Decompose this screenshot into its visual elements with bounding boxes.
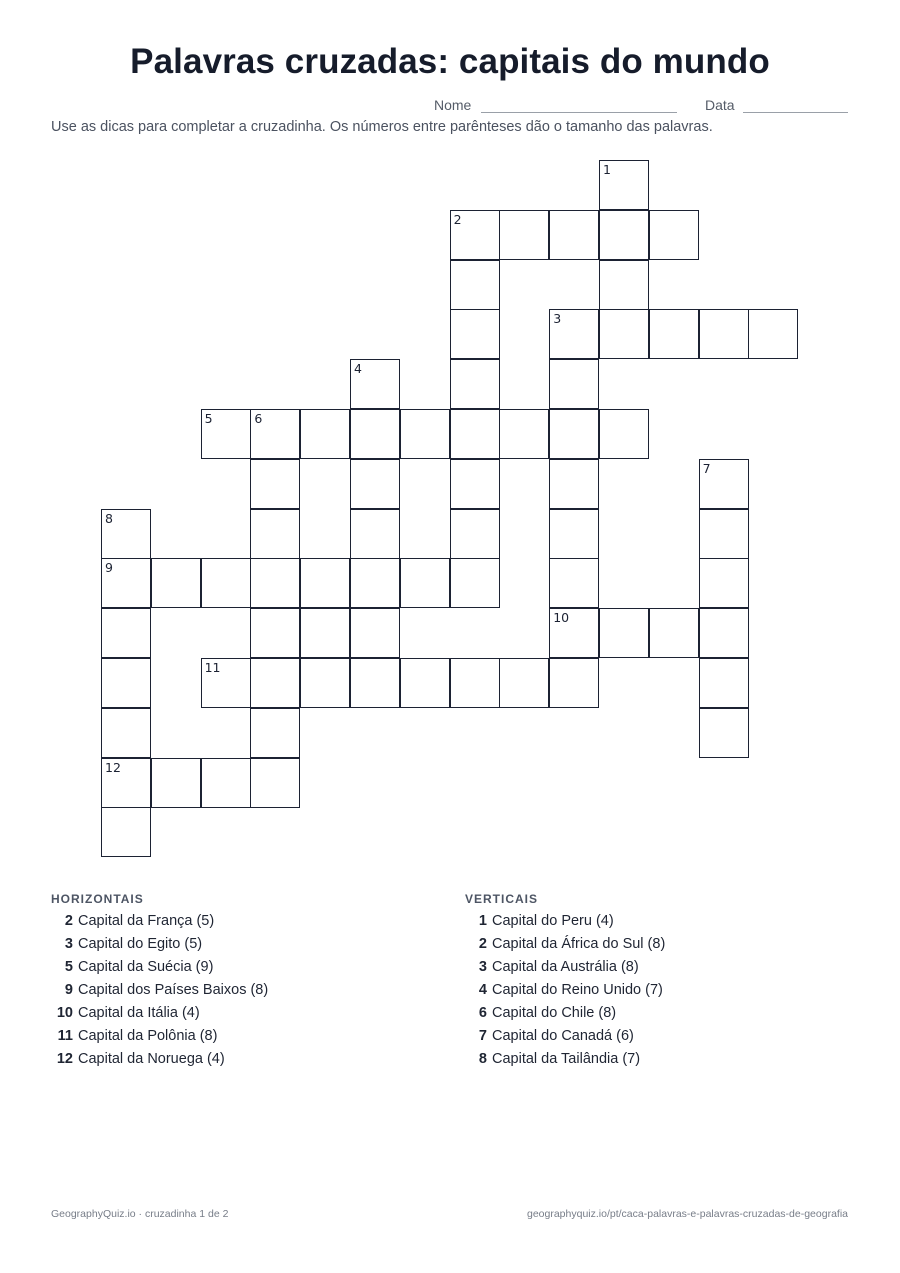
grid-cell[interactable]	[300, 409, 350, 459]
grid-cell[interactable]	[350, 459, 400, 509]
date-field-line[interactable]	[743, 112, 848, 113]
grid-cell[interactable]	[250, 509, 300, 559]
grid-cell[interactable]	[699, 558, 749, 608]
clue-number: 2	[453, 211, 462, 227]
down-clue-list	[465, 913, 665, 1074]
grid-cell[interactable]	[499, 409, 549, 459]
grid-cell[interactable]	[549, 210, 599, 260]
grid-cell[interactable]	[350, 409, 400, 459]
name-label: Nome	[434, 97, 472, 113]
clue-text: Capital do Chile (8)	[492, 1005, 617, 1021]
grid-cell[interactable]	[649, 309, 699, 359]
clue-text: Capital da Noruega (4)	[78, 1051, 225, 1067]
footer-left: GeographyQuiz.io · cruzadinha 1 de 2	[51, 1208, 229, 1220]
grid-cell[interactable]	[250, 558, 300, 608]
grid-cell[interactable]	[599, 210, 649, 260]
grid-cell[interactable]	[350, 608, 400, 658]
grid-cell[interactable]	[549, 459, 599, 509]
clue-number: 9	[105, 560, 113, 576]
clue-num: 12	[56, 1051, 73, 1067]
clue-text: Capital da Suécia (9)	[78, 959, 214, 975]
clue-text: Capital da Itália (4)	[78, 1005, 200, 1021]
grid-cell[interactable]	[699, 509, 749, 559]
clue-text: Capital dos Países Baixos (8)	[78, 982, 269, 998]
grid-cell[interactable]	[699, 658, 749, 708]
grid-cell[interactable]	[201, 409, 251, 459]
grid-cell[interactable]	[499, 658, 549, 708]
clue-num: 5	[64, 959, 73, 975]
clue-num: 3	[64, 936, 73, 952]
down-clue	[465, 959, 665, 982]
grid-cell[interactable]	[549, 608, 599, 658]
across-clue	[51, 1028, 268, 1051]
grid-cell[interactable]	[599, 309, 649, 359]
grid-cell[interactable]	[101, 708, 151, 758]
clue-text: Capital do Reino Unido (7)	[492, 982, 663, 998]
date-label: Data	[705, 97, 735, 113]
clue-num: 11	[57, 1028, 73, 1044]
grid-cell[interactable]	[101, 509, 151, 559]
down-clue	[465, 1051, 665, 1074]
clue-number: 7	[702, 460, 711, 476]
clue-number: 6	[254, 411, 263, 426]
grid-cell[interactable]	[450, 260, 500, 310]
clue-text: Capital da África do Sul (8)	[492, 936, 666, 952]
clue-num: 2	[64, 913, 73, 929]
across-heading: HORIZONTAIS	[51, 892, 144, 906]
grid-cell[interactable]	[748, 309, 798, 359]
grid-cell[interactable]	[250, 758, 300, 808]
grid-cell[interactable]	[300, 558, 350, 608]
clue-num: 8	[478, 1051, 487, 1067]
down-heading: VERTICAIS	[465, 892, 539, 906]
grid-cell[interactable]	[699, 608, 749, 658]
grid-cell[interactable]	[300, 658, 350, 708]
grid-cell[interactable]	[201, 558, 251, 608]
clue-text: Capital do Egito (5)	[78, 936, 203, 952]
grid-cell[interactable]	[101, 807, 151, 857]
grid-cell[interactable]	[450, 558, 500, 608]
clue-num: 3	[478, 959, 487, 975]
across-clue	[51, 913, 268, 936]
clue-number: 10	[553, 610, 570, 626]
clue-number: 1	[603, 162, 611, 177]
clue-number: 12	[105, 759, 121, 775]
grid-cell[interactable]	[599, 260, 649, 310]
clue-text: Capital do Canadá (6)	[492, 1028, 634, 1044]
grid-cell[interactable]	[549, 309, 599, 359]
name-field-line[interactable]	[481, 112, 677, 113]
grid-cell[interactable]	[350, 558, 400, 608]
grid-cell[interactable]	[599, 409, 649, 459]
clue-text: Capital da Tailândia (7)	[492, 1051, 641, 1067]
across-clue	[51, 1051, 268, 1074]
footer-right: geographyquiz.io/pt/caca-palavras-e-palavras-cruzadas-de-geografia	[526, 1208, 848, 1220]
grid-cell[interactable]	[699, 708, 749, 758]
clue-num: 9	[64, 982, 73, 998]
clue-num: 1	[478, 913, 487, 929]
instructions-text: Use as dicas para completar a cruzadinha. Os números entre parênteses dão o tamanho das palavras.	[51, 119, 713, 135]
grid-cell[interactable]	[300, 608, 350, 658]
grid-cell[interactable]	[101, 558, 151, 608]
page-title: Palavras cruzadas: capitais do mundo	[130, 42, 770, 81]
grid-cell[interactable]	[699, 309, 749, 359]
clue-num: 2	[478, 936, 487, 952]
grid-cell[interactable]	[549, 658, 599, 708]
grid-cell[interactable]	[599, 608, 649, 658]
grid-cell[interactable]	[151, 558, 201, 608]
clue-number: 3	[553, 311, 562, 327]
clue-number: 4	[354, 361, 362, 377]
down-clue	[465, 913, 665, 936]
clue-number: 8	[105, 510, 113, 526]
grid-cell[interactable]	[350, 658, 400, 708]
clue-num: 10	[56, 1005, 73, 1021]
grid-cell[interactable]	[699, 459, 749, 509]
grid-cell[interactable]	[101, 758, 151, 808]
grid-cell[interactable]	[549, 409, 599, 459]
grid-cell[interactable]	[599, 160, 649, 210]
grid-cell[interactable]	[201, 658, 251, 708]
clue-number: 5	[204, 411, 213, 426]
grid-cell[interactable]	[201, 758, 251, 808]
grid-cell[interactable]	[250, 608, 300, 658]
grid-cell[interactable]	[250, 409, 300, 459]
grid-cell[interactable]	[450, 309, 500, 359]
grid-cell[interactable]	[350, 509, 400, 559]
grid-cell[interactable]	[450, 658, 500, 708]
down-clue	[465, 936, 665, 959]
grid-cell[interactable]	[250, 658, 300, 708]
grid-cell[interactable]	[350, 359, 400, 409]
down-clue	[465, 982, 665, 1005]
grid-cell[interactable]	[400, 558, 450, 608]
clue-num: 6	[478, 1005, 487, 1021]
grid-cell[interactable]	[450, 509, 500, 559]
grid-cell[interactable]	[400, 409, 450, 459]
clue-number: 11	[204, 660, 221, 675]
grid-cell[interactable]	[450, 459, 500, 509]
grid-cell[interactable]	[549, 359, 599, 409]
grid-cell[interactable]	[250, 459, 300, 509]
grid-cell[interactable]	[549, 509, 599, 559]
grid-cell[interactable]	[450, 210, 500, 260]
clue-text: Capital da França (5)	[78, 913, 215, 929]
grid-cell[interactable]	[101, 658, 151, 708]
across-clue	[51, 1005, 268, 1028]
grid-cell[interactable]	[649, 210, 699, 260]
grid-cell[interactable]	[450, 409, 500, 459]
across-clue	[51, 982, 268, 1005]
down-clue	[465, 1028, 665, 1051]
across-clue	[51, 936, 268, 959]
grid-cell[interactable]	[499, 210, 549, 260]
grid-cell[interactable]	[549, 558, 599, 608]
grid-cell[interactable]	[250, 708, 300, 758]
grid-cell[interactable]	[649, 608, 699, 658]
grid-cell[interactable]	[101, 608, 151, 658]
clue-text: Capital do Peru (4)	[492, 913, 614, 929]
clue-text: Capital da Polônia (8)	[78, 1028, 218, 1044]
clue-num: 7	[478, 1028, 487, 1044]
across-clue-list	[51, 913, 268, 1074]
down-clue	[465, 1005, 665, 1028]
grid-cell[interactable]	[450, 359, 500, 409]
across-clue	[51, 959, 268, 982]
grid-cell[interactable]	[400, 658, 450, 708]
clue-text: Capital da Austrália (8)	[492, 959, 639, 975]
grid-cell[interactable]	[151, 758, 201, 808]
clue-num: 4	[478, 982, 487, 998]
